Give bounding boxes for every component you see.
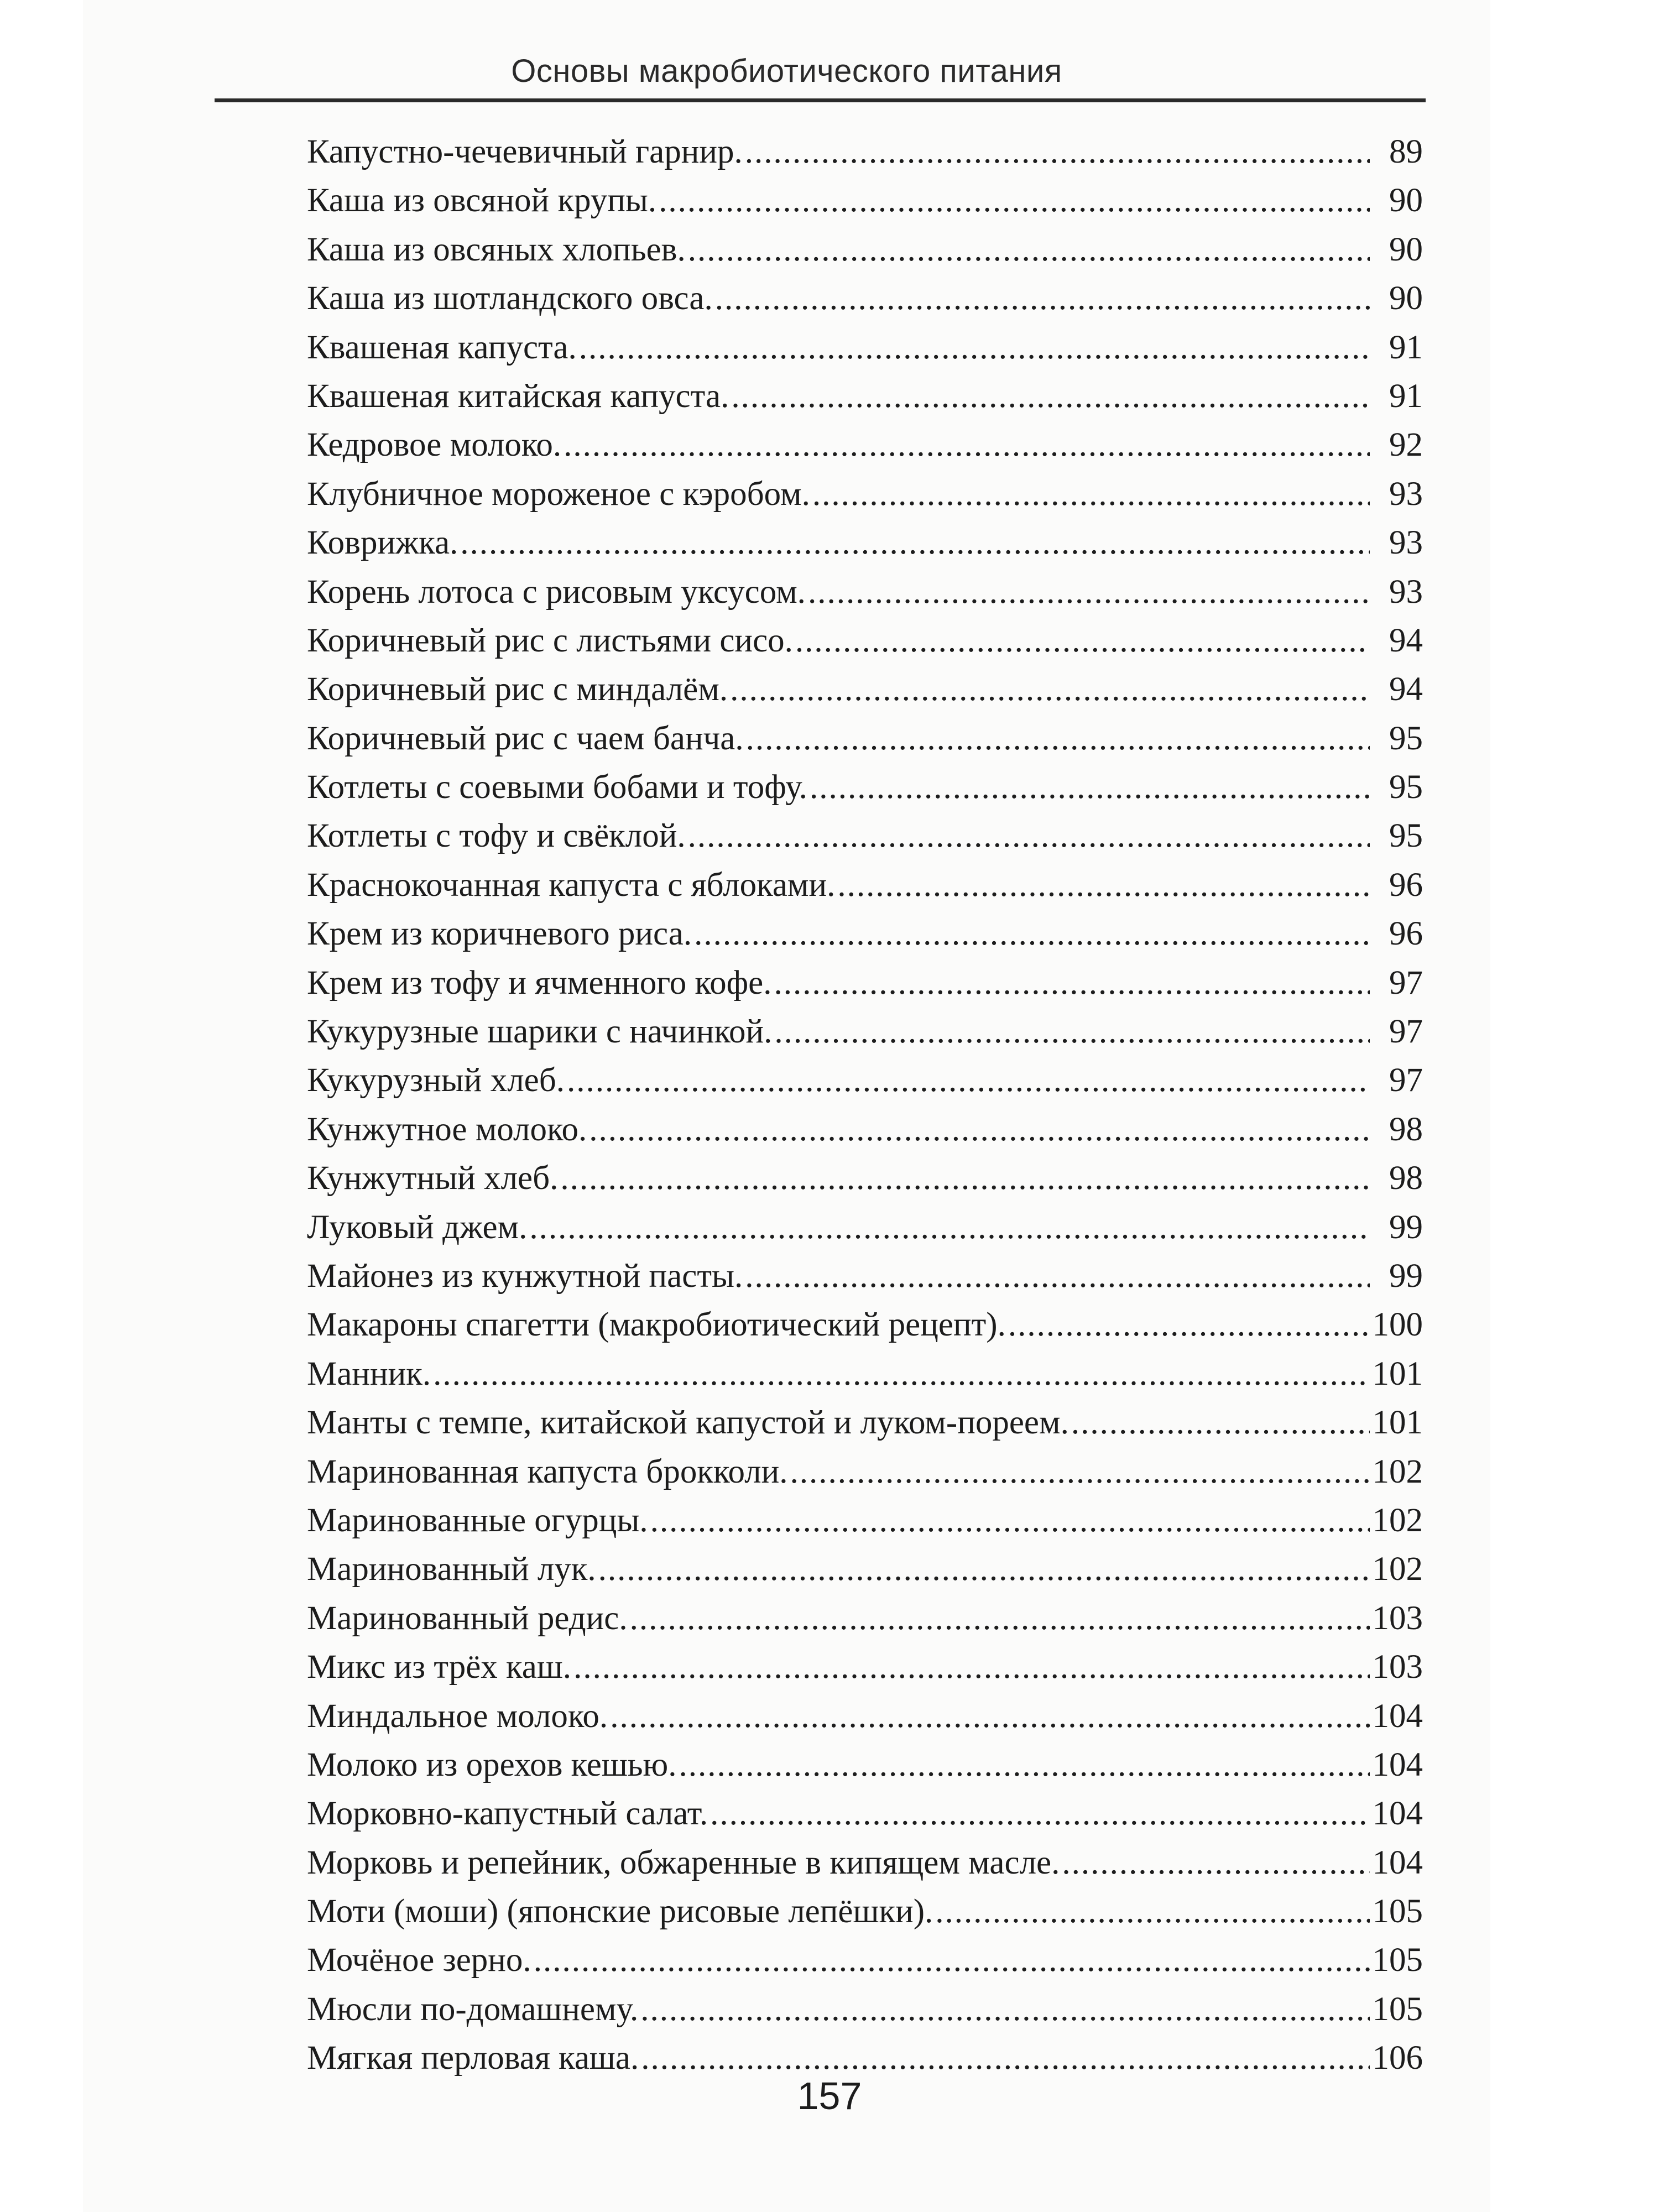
dot-leader [579,328,1370,367]
toc-entry-title: Корень лотоса с рисовым уксусом. [307,573,806,611]
toc-entry-title: Маринованный редис. [307,1599,628,1637]
dot-leader [573,1648,1370,1687]
dot-leader [745,133,1370,171]
toc-entry-title: Манник. [307,1355,431,1392]
toc-entry-title: Коричневый рис с миндалём. [307,671,728,708]
dot-leader [598,1550,1370,1589]
dot-leader [837,866,1370,905]
dot-leader [774,964,1370,1003]
toc-entry-title: Кукурузные шарики с начинкой. [307,1013,773,1051]
toc-entry [307,1941,1423,1990]
dot-leader [731,377,1370,416]
toc-entry-page: 101 [1372,1355,1423,1392]
toc-entry [307,231,1423,279]
dot-leader [650,1501,1370,1540]
toc-entry [307,1550,1423,1599]
toc-entry [307,817,1423,865]
dot-leader [688,817,1370,855]
toc-entry-page: 102 [1372,1501,1423,1539]
toc-entry-title: Каша из шотландского овса. [307,280,713,317]
dot-leader [1062,1844,1370,1882]
dot-leader [534,1941,1370,1980]
toc-entry [307,475,1423,524]
toc-entry [307,866,1423,915]
toc-entry-page: 90 [1389,231,1423,268]
toc-entry-title: Мюсли по-домашнему. [307,1990,639,2028]
toc-entry [307,1990,1423,2039]
page-number: 157 [797,2074,862,2117]
dot-leader [746,719,1370,758]
toc-entry-page: 103 [1372,1599,1423,1637]
toc-entry-title: Молоко из орехов кешью. [307,1746,677,1783]
toc-entry-title: Крем из коричневого риса. [307,915,692,953]
dot-leader [694,915,1370,953]
toc-entry-page: 90 [1389,280,1423,317]
toc-entry-page: 106 [1372,2039,1423,2077]
dot-leader [564,426,1370,465]
toc-entry [307,1355,1423,1404]
toc-entry [307,719,1423,768]
toc-entry-title: Луковый джем. [307,1208,528,1246]
dot-leader [641,2039,1370,2078]
toc-entry-title: Маринованные огурцы. [307,1501,648,1539]
toc-entry-page: 105 [1372,1942,1423,1979]
toc-entry-page: 99 [1389,1257,1423,1295]
header-rule [215,98,1426,102]
dot-leader [774,1013,1370,1051]
toc-entry [307,670,1423,719]
dot-leader [630,1599,1370,1638]
toc-entry-page: 93 [1389,475,1423,513]
dot-leader [1008,1306,1370,1344]
toc-entry [307,377,1423,426]
toc-entry-title: Котлеты с тофу и свёклой. [307,817,686,855]
toc-entry [307,1257,1423,1306]
toc-entry [307,1501,1423,1550]
toc-entry-title: Майонез из кунжутной пасты. [307,1257,743,1295]
dot-leader [640,1990,1370,2029]
toc-entry-page: 104 [1372,1746,1423,1783]
toc-entry-page: 98 [1389,1110,1423,1148]
toc-entry-page: 104 [1372,1697,1423,1735]
toc-entry-page: 97 [1389,1062,1423,1099]
toc-entry [307,328,1423,377]
toc-entry-title: Кунжутный хлеб. [307,1160,559,1197]
toc-entry [307,426,1423,474]
toc-entry-title: Кедровое молоко. [307,426,562,464]
toc-entry [307,1208,1423,1257]
toc-entry-page: 98 [1389,1160,1423,1197]
toc-entry [307,1404,1423,1452]
toc-entry-title: Мочёное зерно. [307,1942,531,1979]
toc-entry-title: Коричневый рис с листьями сисо. [307,622,793,659]
toc-entry-title: Морковно-капустный салат. [307,1795,708,1833]
toc-entry-page: 97 [1389,964,1423,1001]
toc-entry-title: Крем из тофу и ячменного кофе. [307,964,772,1001]
toc-entry [307,1844,1423,1892]
toc-entry [307,133,1423,181]
toc-entry-page: 99 [1389,1208,1423,1246]
dot-leader [679,1746,1370,1785]
toc-entry [307,1159,1423,1208]
dot-leader [610,1697,1370,1736]
dot-leader [730,670,1370,709]
toc-entry-page: 94 [1389,622,1423,659]
toc-entry [307,181,1423,230]
toc-entry-title: Клубничное мороженое с кэробом. [307,475,810,513]
toc-entry-page: 95 [1389,817,1423,855]
dot-leader [795,622,1370,660]
dot-leader [560,1159,1370,1198]
dot-leader [688,231,1370,269]
toc-entry-page: 103 [1372,1648,1423,1686]
toc-entry [307,1453,1423,1501]
toc-entry-page: 105 [1372,1990,1423,2028]
toc-entry-page: 104 [1372,1844,1423,1881]
toc-entry [307,573,1423,622]
dot-leader [529,1208,1370,1247]
toc-entry-page: 95 [1389,769,1423,806]
toc-entry-title: Маринованная капуста брокколи. [307,1453,788,1490]
toc-entry [307,1648,1423,1697]
toc-entry [307,768,1423,817]
dot-leader [810,768,1370,807]
dot-leader [433,1355,1370,1394]
toc-entry-title: Миндальное молоко. [307,1697,608,1735]
toc-entry [307,1697,1423,1746]
toc-entry-title: Коричневый рис с чаем банча. [307,719,744,757]
toc-entry-title: Квашеная капуста. [307,328,577,366]
toc-entry-page: 100 [1372,1306,1423,1344]
table-of-contents [307,133,1423,2088]
toc-entry [307,1110,1423,1159]
toc-entry-title: Морковь и репейник, обжаренные в кипящем масле. [307,1844,1060,1881]
toc-entry [307,279,1423,328]
toc-entry [307,1013,1423,1061]
dot-leader [935,1892,1370,1931]
toc-entry-page: 91 [1389,328,1423,366]
toc-entry [307,1746,1423,1794]
dot-leader [567,1061,1370,1100]
toc-entry-page: 90 [1389,182,1423,220]
toc-entry-page: 102 [1372,1453,1423,1490]
toc-entry-title: Краснокочанная капуста с яблоками. [307,866,836,904]
toc-entry-page: 93 [1389,524,1423,562]
toc-entry-title: Мягкая перловая каша. [307,2039,639,2077]
dot-leader [710,1794,1370,1833]
toc-entry-title: Кукурузный хлеб. [307,1062,565,1099]
toc-entry-title: Манты с темпе, китайской капустой и луком-пореем. [307,1404,1069,1442]
toc-entry-title: Маринованный лук. [307,1551,596,1588]
toc-entry-title: Каша из овсяных хлопьев. [307,231,686,268]
toc-entry [307,524,1423,572]
toc-entry [307,915,1423,963]
toc-entry-page: 93 [1389,573,1423,611]
toc-entry-page: 92 [1389,426,1423,464]
dot-leader [812,475,1370,514]
toc-entry-page: 95 [1389,719,1423,757]
toc-entry-page: 96 [1389,915,1423,953]
toc-entry [307,964,1423,1013]
toc-entry-title: Коврижка. [307,524,458,562]
toc-entry-page: 104 [1372,1795,1423,1833]
toc-entry-page: 97 [1389,1013,1423,1051]
toc-entry [307,1892,1423,1941]
toc-entry-page: 102 [1372,1551,1423,1588]
running-head-title: Основы макробиотического питания [511,53,1062,89]
toc-entry [307,622,1423,670]
toc-entry-page: 89 [1389,133,1423,170]
dot-leader [808,573,1370,612]
dot-leader [790,1453,1370,1491]
toc-entry-title: Макароны спагетти (макробиотический рецепт). [307,1306,1006,1344]
toc-entry-title: Каша из овсяной крупы. [307,182,657,220]
toc-entry-page: 101 [1372,1404,1423,1442]
toc-entry-page: 94 [1389,671,1423,708]
toc-entry [307,1306,1423,1354]
toc-entry-page: 105 [1372,1893,1423,1931]
dot-leader [659,181,1370,220]
dot-leader [745,1257,1370,1296]
dot-leader [460,524,1370,562]
toc-entry-title: Моти (моши) (японские рисовые лепёшки). [307,1893,933,1931]
toc-entry-page: 96 [1389,866,1423,904]
toc-entry-title: Микс из трёх каш. [307,1648,572,1686]
dot-leader [589,1110,1370,1149]
toc-entry-title: Кунжутное молоко. [307,1110,587,1148]
toc-entry-page: 91 [1389,377,1423,415]
toc-entry-title: Котлеты с соевыми бобами и тофу. [307,769,807,806]
toc-entry [307,1599,1423,1648]
toc-entry [307,1061,1423,1110]
dot-leader [1071,1404,1370,1442]
dot-leader [715,279,1370,318]
toc-entry-title: Квашеная китайская капуста. [307,377,729,415]
toc-entry-title: Капустно-чечевичный гарнир. [307,133,743,170]
toc-entry [307,1794,1423,1843]
